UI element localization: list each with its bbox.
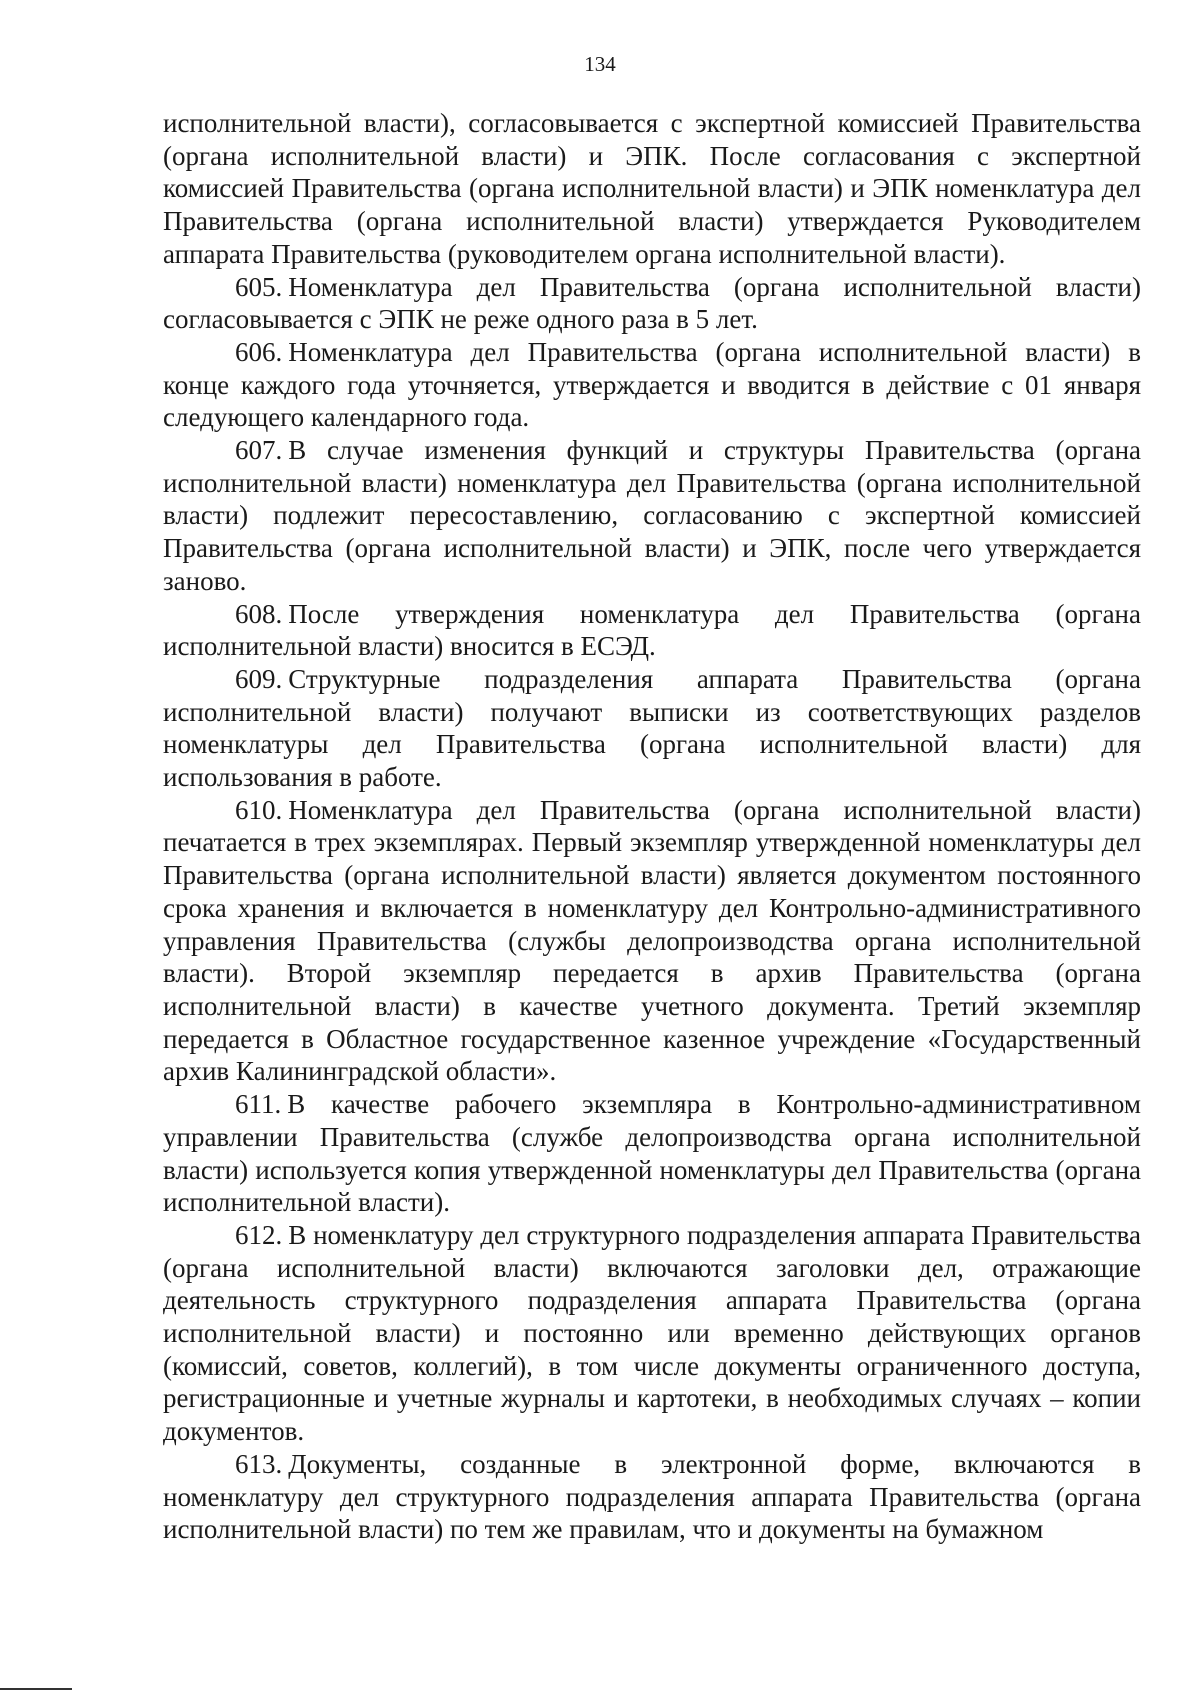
paragraph-number: 606. [235,336,283,367]
paragraph-text: Номенклатура дел Правительства (органа исполнительной власти) печатается в трех экземплярах. Первый экземпляр утвержденной номенклатуры дел Правительства (органа исполнительной власти) является документом постоянного срока хранения и включается в номенклатуру дел Контрольно-административного управления Правительства (службы делопроизводства органа исполнительной власти). Второй экземпляр передается в архив Правительства (органа исполнительной власти) в качестве учетного документа. Третий экземпляр передается в Областное государственное казенное учреждение «Государственный архив Калининградской области». [163,794,1141,1087]
paragraph-number: 607. [235,435,283,466]
paragraph-608 [163,598,1141,663]
paragraph-text: Документы, созданные в электронной форме, включаются в номенклатуру дел структурного подразделения аппарата Правительства (органа исполнительной власти) по тем же правилам, что и документы на бумажном [163,1448,1141,1545]
paragraph-text: После утверждения номенклатура дел Правительства (органа исполнительной власти) вносится в ЕСЭД. [163,598,1141,662]
paragraph-text: Номенклатура дел Правительства (органа исполнительной власти) в конце каждого года уточняется, утверждается и вводится в действие с 01 января следующего календарного года. [163,336,1141,433]
paragraph-number: 610. [235,794,283,825]
paragraph-606 [163,336,1141,434]
paragraph-continued [163,107,1141,271]
paragraph-text: В качестве рабочего экземпляра в Контрольно-административном управлении Правительства (службе делопроизводства органа исполнительной власти) используется копия утвержденной номенклатуры дел Правительства (органа исполнительной власти). [163,1089,1141,1218]
paragraph-text: В случае изменения функций и структуры Правительства (органа исполнительной власти) номенклатура дел Правительства (органа исполнительной власти) подлежит пересоставлению, согласованию с экспертной комиссией Правительства (органа исполнительной власти) и ЭПК, после чего утверждается заново. [163,435,1141,596]
paragraph-607 [163,434,1141,598]
scan-edge-line [0,1688,72,1690]
paragraph-number: 608. [235,598,283,629]
document-body [163,107,1141,1546]
paragraph-number: 611. [235,1089,282,1120]
paragraph-611 [163,1088,1141,1219]
paragraph-number: 612. [235,1219,283,1250]
paragraph-609 [163,663,1141,794]
paragraph-610 [163,794,1141,1088]
paragraph-text: исполнительной власти), согласовывается с экспертной комиссией Правительства (органа исполнительной власти) и ЭПК. После согласования с экспертной комиссией Правительства (органа исполнительной власти) и ЭПК номенклатура дел Правительства (органа исполнительной власти) утверждается Руководителем аппарата Правительства (руководителем органа исполнительной власти). [163,108,1141,269]
paragraph-text: Номенклатура дел Правительства (органа исполнительной власти) согласовывается с ЭПК не реже одного раза в 5 лет. [163,271,1141,335]
paragraph-text: В номенклатуру дел структурного подразделения аппарата Правительства (органа исполнительной власти) включаются заголовки дел, отражающие деятельность структурного подразделения аппарата Правительства (органа исполнительной власти) и постоянно или временно действующих органов (комиссий, советов, коллегий), в том числе документы ограниченного доступа, регистрационные и учетные журналы и картотеки, в необходимых случаях – копии документов. [163,1219,1141,1447]
paragraph-text: Структурные подразделения аппарата Правительства (органа исполнительной власти) получают выписки из соответствующих разделов номенклатуры дел Правительства (органа исполнительной власти) для использования в работе. [163,663,1141,793]
paragraph-613 [163,1448,1141,1546]
paragraph-612 [163,1219,1141,1448]
paragraph-605 [163,271,1141,336]
paragraph-number: 613. [235,1448,283,1479]
paragraph-number: 609. [235,663,283,694]
page-number: 134 [584,52,616,76]
paragraph-number: 605. [235,271,283,302]
